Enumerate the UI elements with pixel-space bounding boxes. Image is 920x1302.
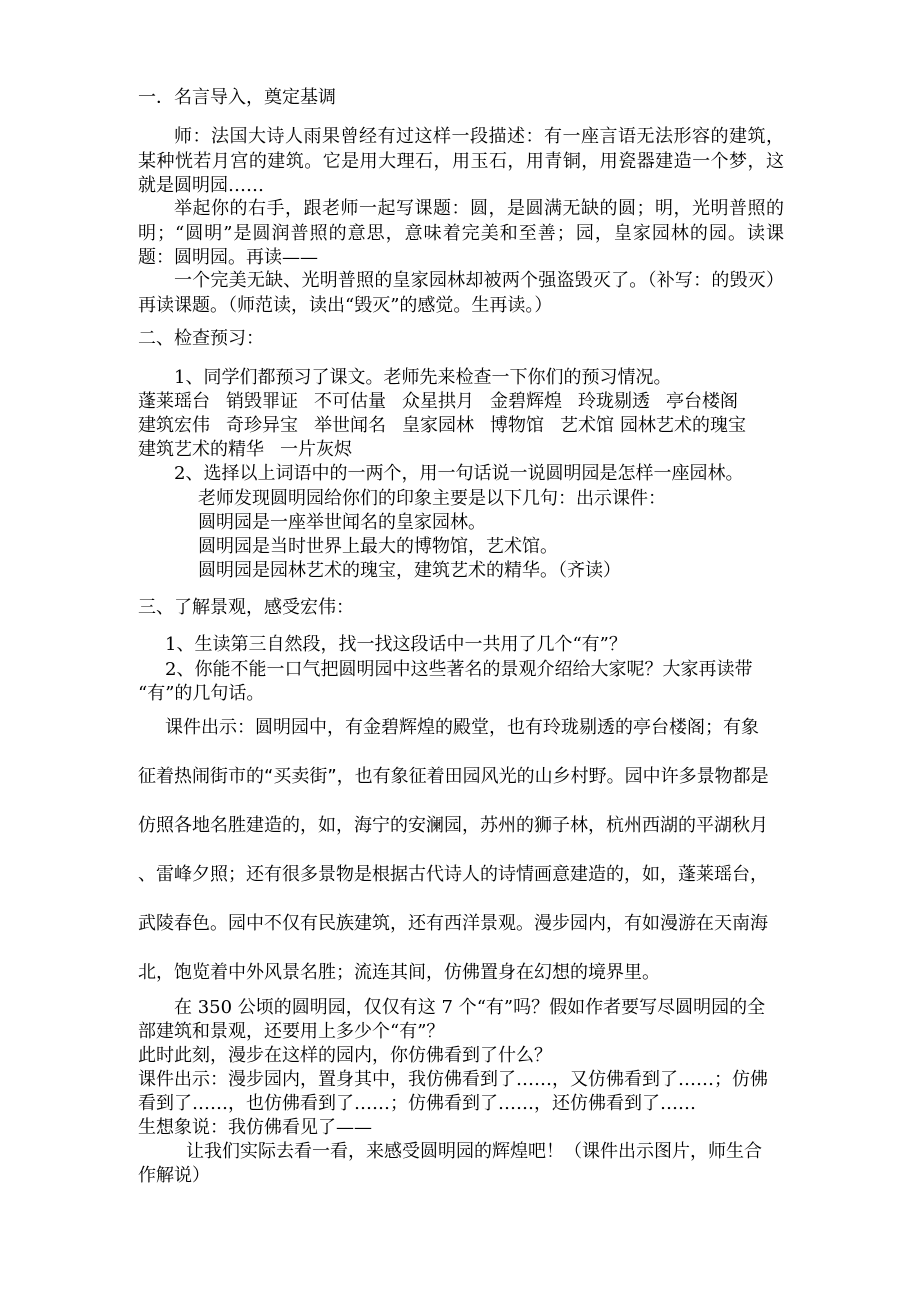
vocab-word: 金碧辉煌: [490, 391, 562, 412]
summary-sentence-2: 圆明园是当时世界上最大的博物馆，艺术馆。: [198, 536, 558, 557]
vocab-word: 皇家园林: [402, 415, 474, 436]
vocab-word: 建筑艺术的精华: [138, 439, 264, 460]
courseware-line-4: 、雷峰夕照；还有很多景物是根据古代诗人的诗情画意建造的，如，蓬莱瑶台，: [138, 864, 768, 885]
vocab-row-2: [138, 414, 746, 438]
vocab-word: 玲珑剔透: [578, 391, 650, 412]
section1-paragraph-2: 举起你的右手，跟老师一起写课题：圆，是圆满无缺的圆；明，光明普照的明；“圆明”是圆润普照的意思，意味着完美和至善；园，皇家园林的园。读课题：圆明园。再读——: [138, 198, 784, 268]
courseware-line-6: 北，饱览着中外风景名胜；流连其间，仿佛置身在幻想的境界里。: [138, 962, 660, 983]
vocab-word: 建筑宏伟: [138, 415, 210, 436]
section1-heading: 一．名言导入，奠定基调: [138, 87, 336, 108]
section1-paragraph-1: 师：法国大诗人雨果曾经有过这样一段描述：有一座言语无法形容的建筑，某种恍若月宫的建筑。它是用大理石，用玉石，用青铜，用瓷器建造一个梦，这就是圆明园……: [138, 126, 784, 196]
vocab-word: 蓬莱瑶台: [138, 391, 210, 412]
vocab-row-1: [138, 390, 738, 414]
vocab-word: 众星拱月: [402, 391, 474, 412]
vocab-word: 艺术馆: [560, 415, 614, 436]
section3-heading: 三、了解景观，感受宏伟：: [138, 597, 354, 618]
vocab-word: 举世闻名: [314, 415, 386, 436]
vocab-word: 销毁罪证: [226, 391, 298, 412]
vocab-word: 不可估量: [314, 391, 386, 412]
courseware-line-1: 课件出示：圆明园中，有金碧辉煌的殿堂，也有玲珑剔透的亭台楼阁；有象: [165, 717, 759, 738]
courseware-line-5: 武陵春色。园中不仅有民族建筑，还有西洋景观。漫步园内，有如漫游在天南海: [138, 913, 768, 934]
vocab-word: 奇珍异宝: [226, 415, 298, 436]
landscape-question-2-line-1: 2、你能不能一口气把圆明园中这些著名的景观介绍给大家呢？大家再读带: [165, 659, 753, 680]
vocab-word: 亭台楼阁: [666, 391, 738, 412]
section1-paragraph-3: 一个完美无缺、光明普照的皇家园林却被两个强盗毁灭了。（补写：的毁灭）再读课题。（师范读，读出“毁灭”的感觉。生再读。）: [138, 270, 784, 316]
landscape-question-1: 1、生读第三自然段，找一找这段话中一共用了几个“有”？: [165, 634, 627, 655]
preview-question-1: 1、同学们都预习了课文。老师先来检查一下你们的预习情况。: [174, 367, 672, 388]
imagine-question: 此时此刻，漫步在这样的园内，你仿佛看到了什么？: [138, 1045, 552, 1066]
courseware-2-line-2: 看到了……，也仿佛看到了……；仿佛看到了……，还仿佛看到了……: [138, 1093, 696, 1114]
closing-line-2: 作解说）: [138, 1165, 210, 1186]
vocab-word: 园林艺术的瑰宝: [620, 415, 746, 436]
closing-line-1: 让我们实际去看一看，来感受圆明园的辉煌吧！（课件出示图片，师生合: [186, 1141, 762, 1162]
courseware-line-3: 仿照各地名胜建造的，如，海宁的安澜园，苏州的狮子林，杭州西湖的平湖秋月: [138, 815, 768, 836]
vocab-word: 一片灰烬: [280, 439, 352, 460]
summary-sentence-3: 圆明园是园林艺术的瑰宝，建筑艺术的精华。（齐读）: [198, 560, 621, 581]
preview-question-2: 2、选择以上词语中的一两个，用一句话说一说圆明园是怎样一座园林。: [174, 463, 744, 484]
student-imagine: 生想象说：我仿佛看见了——: [138, 1117, 372, 1138]
section2-heading: 二、检查预习：: [138, 328, 264, 349]
summary-sentence-1: 圆明园是一座举世闻名的皇家园林。: [198, 512, 486, 533]
vocab-row-3: [138, 438, 352, 462]
landscape-question-2-line-2: “有”的几句话。: [138, 683, 265, 704]
vocab-word: 博物馆: [490, 415, 544, 436]
courseware-2-line-1: 课件出示：漫步园内，置身其中，我仿佛看到了……，又仿佛看到了……；仿佛: [138, 1069, 768, 1090]
question-350-line-1: 在 350 公顷的圆明园，仅仅有这 7 个“有”吗？假如作者要写尽圆明园的全: [174, 997, 766, 1018]
question-350-line-2: 部建筑和景观，还要用上多少个“有”？: [138, 1021, 445, 1042]
teacher-intro: 老师发现圆明园给你们的印象主要是以下几句：出示课件：: [198, 488, 666, 509]
courseware-line-2: 征着热闹街市的“买卖街”，也有象征着田园风光的山乡村野。园中许多景物都是: [138, 766, 769, 787]
